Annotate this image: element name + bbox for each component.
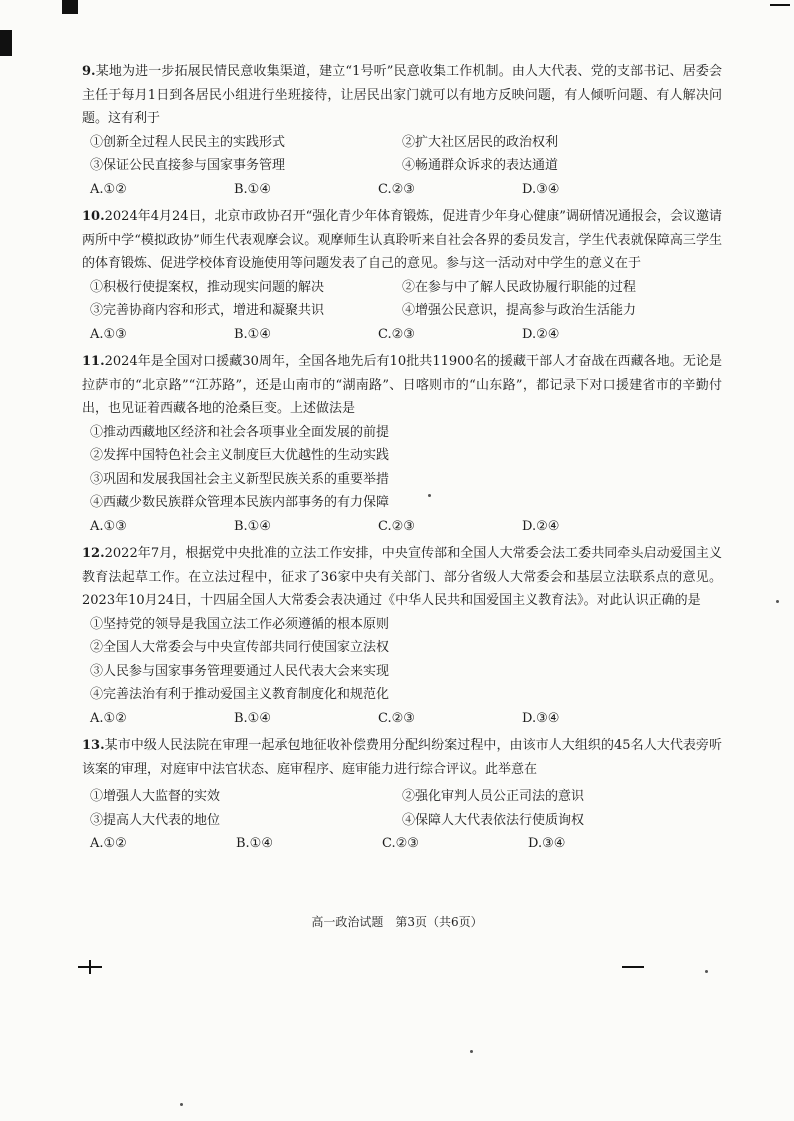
scan-speck (776, 600, 779, 603)
scan-speck (705, 970, 708, 973)
question-stem (82, 60, 722, 131)
question-text: 某地为进一步拓展民情民意收集渠道，建立“1号听”民意收集工作机制。由人大代表、党的支部书记、居委会主任于每月1日到各居民小组进行坐班接待，让居民出家门就可以有地方反映问题，有人倾听问题、有人解决问题。这有利于 (82, 64, 722, 126)
answer-choices (82, 515, 722, 539)
option-list (82, 276, 722, 347)
option-1: ①坚持党的领导是我国立法工作必须遵循的根本原则 (90, 616, 390, 632)
option-2: ②在参与中了解人民政协履行职能的过程 (402, 279, 637, 295)
scan-speck (180, 1103, 183, 1106)
question-12 (82, 542, 722, 730)
option-3: ③完善协商内容和形式，增进和凝聚共识 (90, 303, 325, 318)
crop-mark-left-vertical (89, 960, 91, 974)
option-2: ②扩大社区居民的政治权利 (402, 134, 559, 150)
option-list (82, 613, 722, 731)
option-4: ④完善法治有利于推动爱国主义教育制度化和规范化 (90, 687, 390, 702)
option-3: ③保证公民直接参与国家事务管理 (90, 158, 286, 173)
option-1: ①推动西藏地区经济和社会各项事业全面发展的前提 (90, 424, 390, 440)
answer-d: D.③④ (522, 710, 560, 726)
answer-d: D.②④ (522, 326, 560, 342)
option-1: ①创新全过程人民民主的实践形式 (90, 134, 286, 150)
answer-c: C.②③ (378, 710, 415, 726)
answer-a: A.①② (90, 710, 127, 726)
answer-b: B.①④ (236, 836, 273, 851)
scan-speck (470, 1050, 473, 1053)
question-number: 11. (82, 354, 105, 369)
answer-c: C.②③ (382, 836, 419, 851)
option-2: ②全国人大常委会与中央宣传部共同行使国家立法权 (90, 640, 390, 655)
question-text: 2022年7月，根据党中央批准的立法工作安排，中央宣传部和全国人大常委会法工委共同牵头启动爱国主义教育法起草工作。在立法过程中，征求了36家中央有关部门、部分省级人大常委会和基层立法联系点的意见。2023年10月24日，十四届全国人大常委会表决通过《中华人民共和国爱国主义教育法》。对此认识正确的是 (82, 546, 722, 608)
option-list (82, 785, 722, 856)
answer-d: D.②④ (522, 518, 560, 534)
crop-mark-right (622, 966, 644, 968)
answer-a: A.①③ (90, 326, 127, 342)
option-3: ③人民参与国家事务管理要通过人民代表大会来实现 (90, 663, 390, 679)
option-list (82, 421, 722, 539)
question-number: 9. (82, 64, 96, 79)
answer-c: C.②③ (378, 326, 415, 342)
question-10 (82, 205, 722, 346)
option-2: ②强化审判人员公正司法的意识 (402, 789, 585, 804)
option-list (82, 131, 722, 202)
option-4: ④保障人大代表依法行使质询权 (402, 812, 585, 828)
page-footer: 高一政治试题 第3页（共6页） (311, 915, 483, 929)
answer-d: D.③④ (522, 181, 560, 197)
question-number: 13. (82, 738, 105, 753)
answer-a: A.①② (90, 836, 127, 851)
answer-c: C.②③ (378, 181, 415, 197)
answer-c: C.②③ (378, 518, 415, 534)
question-text: 2024年是全国对口援藏30周年，全国各地先后有10批共11900名的援藏干部人才奋战在西藏各地。无论是拉萨市的“北京路”“江苏路”，还是山南市的“湖南路”、日喀则市的“山东路”，都记录下对口援建省市的辛勤付出，也见证着西藏各地的沧桑巨变。上述做法是 (82, 354, 722, 416)
answer-choices (82, 707, 722, 731)
option-2: ②发挥中国特色社会主义制度巨大优越性的生动实践 (90, 448, 390, 463)
scan-edge-mark-top (62, 0, 78, 14)
option-1: ①增强人大监督的实效 (90, 789, 221, 804)
question-text: 某市中级人民法院在审理一起承包地征收补偿费用分配纠纷案过程中，由该市人大组织的45名人大代表旁听该案的审理，对庭审中法官状态、庭审程序、庭审能力进行综合评议。此举意在 (82, 738, 722, 777)
answer-b: B.①④ (234, 181, 271, 197)
answer-a: A.①③ (90, 518, 127, 534)
question-11 (82, 350, 722, 538)
question-text: 2024年4月24日，北京市政协召开“强化青少年体育锻炼，促进青少年身心健康”调研情况通报会，会议邀请两所中学“模拟政协”师生代表观摩会议。观摩师生认真聆听来自社会各界的委员发言，学生代表就保障高三学生的体育锻炼、促进学校体育设施使用等问题发表了自己的意见。参与这一活动对中学生的意义在于 (82, 209, 722, 271)
answer-b: B.①④ (234, 518, 271, 534)
question-stem (82, 205, 722, 276)
answer-b: B.①④ (234, 710, 271, 726)
option-1: ①积极行使提案权，推动现实问题的解决 (90, 279, 325, 295)
question-stem (82, 542, 722, 613)
question-number: 12. (82, 546, 105, 561)
option-4: ④增强公民意识，提高参与政治生活能力 (402, 303, 637, 318)
question-stem (82, 734, 722, 781)
question-13 (82, 734, 722, 856)
question-stem (82, 350, 722, 421)
answer-choices (82, 178, 722, 202)
question-9 (82, 60, 722, 201)
scan-edge-mark-left (0, 30, 12, 56)
answer-choices (82, 832, 722, 856)
answer-d: D.③④ (528, 836, 566, 851)
scan-dash-mark-right (770, 4, 790, 6)
question-number: 10. (82, 209, 105, 224)
answer-a: A.①② (90, 181, 127, 197)
option-4: ④西藏少数民族群众管理本民族内部事务的有力保障 (90, 495, 390, 510)
option-3: ③提高人大代表的地位 (90, 812, 221, 828)
answer-b: B.①④ (234, 326, 271, 342)
answer-choices (82, 323, 722, 347)
option-4: ④畅通群众诉求的表达通道 (402, 158, 559, 173)
option-3: ③巩固和发展我国社会主义新型民族关系的重要举措 (90, 471, 390, 487)
exam-page (82, 60, 722, 860)
